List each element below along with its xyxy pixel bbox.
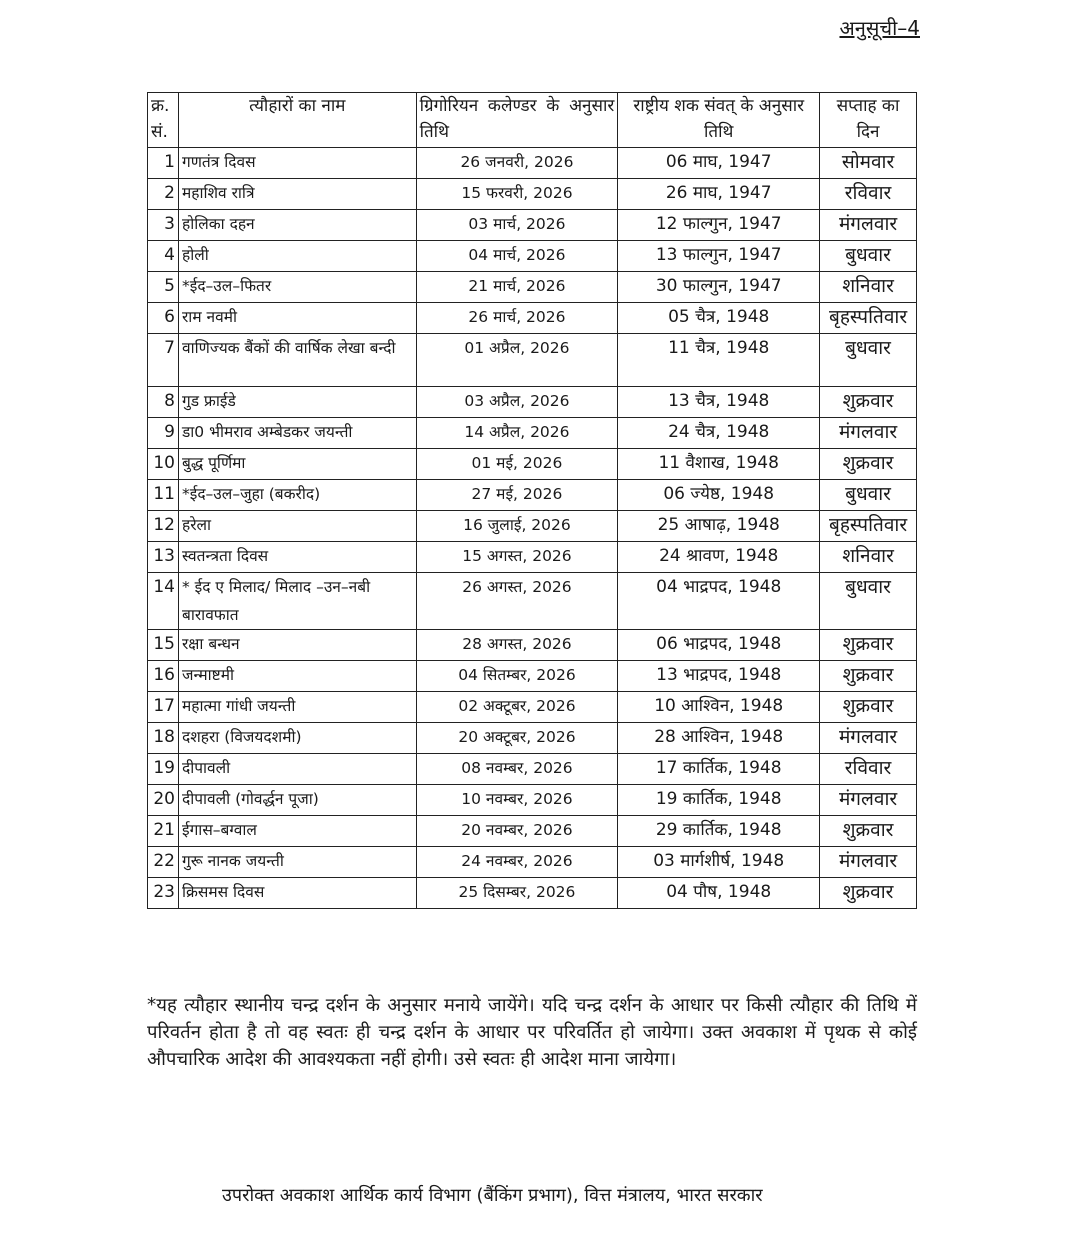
weekday-cell: शनिवार xyxy=(820,272,917,303)
table-row xyxy=(148,511,917,542)
schedule-label: अनुसूची–4 xyxy=(839,16,920,40)
weekday-cell: मंगलवार xyxy=(820,418,917,449)
saka-date-cell: 03 मार्गशीर्ष, 1948 xyxy=(618,847,820,878)
festival-name-cell: रक्षा बन्धन xyxy=(178,630,416,661)
table-row xyxy=(148,303,917,334)
saka-date-cell: 05 चैत्र, 1948 xyxy=(618,303,820,334)
serial-number-cell: 4 xyxy=(148,241,179,272)
gregorian-date-cell: 10 नवम्बर, 2026 xyxy=(416,785,618,816)
table-row xyxy=(148,210,917,241)
serial-number-cell: 13 xyxy=(148,542,179,573)
table-header-row xyxy=(148,93,917,148)
table-row xyxy=(148,878,917,909)
table-row xyxy=(148,692,917,723)
table-row xyxy=(148,148,917,179)
weekday-cell: शुक्रवार xyxy=(820,692,917,723)
serial-number-cell: 10 xyxy=(148,449,179,480)
festival-name-cell: दशहरा (विजयदशमी) xyxy=(178,723,416,754)
saka-date-cell: 11 वैशाख, 1948 xyxy=(618,449,820,480)
saka-date-cell: 13 फाल्गुन, 1947 xyxy=(618,241,820,272)
serial-number-cell: 9 xyxy=(148,418,179,449)
table-row xyxy=(148,241,917,272)
festival-name-cell: गणतंत्र दिवस xyxy=(178,148,416,179)
serial-number-cell: 11 xyxy=(148,480,179,511)
serial-number-cell: 3 xyxy=(148,210,179,241)
gregorian-date-cell: 24 नवम्बर, 2026 xyxy=(416,847,618,878)
festival-name-cell: ईगास–बग्वाल xyxy=(178,816,416,847)
weekday-cell: शुक्रवार xyxy=(820,630,917,661)
saka-date-cell: 10 आश्विन, 1948 xyxy=(618,692,820,723)
table-row xyxy=(148,179,917,210)
saka-date-cell: 29 कार्तिक, 1948 xyxy=(618,816,820,847)
festival-name-cell: हरेला xyxy=(178,511,416,542)
footnote: *यह त्यौहार स्थानीय चन्द्र दर्शन के अनुसार मनाये जायेंगे। यदि चन्द्र दर्शन के आधार पर किसी त्यौहार की तिथि में परिवर्तन होता है तो वह स्वतः ही चन्द्र दर्शन के आधार पर परिवर्तित हो जायेगा। उक्त अवकाश में पृथक से कोई औपचारिक आदेश की आवश्यकता नहीं होगी। उसे स्वतः ही आदेश माना जायेगा। xyxy=(147,995,917,1070)
serial-number-cell: 1 xyxy=(148,148,179,179)
source-footer: उपरोक्त अवकाश आर्थिक कार्य विभाग (बैंकिंग प्रभाग), वित्त मंत्रालय, भारत सरकार xyxy=(222,1185,763,1206)
serial-number-cell: 2 xyxy=(148,179,179,210)
serial-number-cell: 14 xyxy=(148,573,179,630)
weekday-cell: शुक्रवार xyxy=(820,661,917,692)
festival-name-cell: गुड फ्राईडे xyxy=(178,387,416,418)
table-row xyxy=(148,816,917,847)
festival-name-cell: स्वतन्त्रता दिवस xyxy=(178,542,416,573)
header-festival-name: त्यौहारों का नाम xyxy=(178,93,416,148)
gregorian-date-cell: 02 अक्टूबर, 2026 xyxy=(416,692,618,723)
gregorian-date-cell: 20 नवम्बर, 2026 xyxy=(416,816,618,847)
weekday-cell: शुक्रवार xyxy=(820,387,917,418)
saka-date-cell: 11 चैत्र, 1948 xyxy=(618,334,820,387)
serial-number-cell: 12 xyxy=(148,511,179,542)
table-row xyxy=(148,387,917,418)
table-row xyxy=(148,754,917,785)
saka-date-cell: 17 कार्तिक, 1948 xyxy=(618,754,820,785)
table-body xyxy=(148,148,917,909)
gregorian-date-cell: 14 अप्रैल, 2026 xyxy=(416,418,618,449)
table-row xyxy=(148,272,917,303)
weekday-cell: शुक्रवार xyxy=(820,449,917,480)
saka-date-cell: 24 श्रावण, 1948 xyxy=(618,542,820,573)
gregorian-date-cell: 25 दिसम्बर, 2026 xyxy=(416,878,618,909)
weekday-cell: बृहस्पतिवार xyxy=(820,303,917,334)
table-row xyxy=(148,847,917,878)
table-row xyxy=(148,480,917,511)
gregorian-date-cell: 03 अप्रैल, 2026 xyxy=(416,387,618,418)
festival-name-cell: होली xyxy=(178,241,416,272)
table-row xyxy=(148,661,917,692)
header-saka-date: राष्ट्रीय शक संवत् के अनुसार तिथि xyxy=(618,93,820,148)
festival-name-cell: गुरू नानक जयन्ती xyxy=(178,847,416,878)
gregorian-date-cell: 26 जनवरी, 2026 xyxy=(416,148,618,179)
weekday-cell: बृहस्पतिवार xyxy=(820,511,917,542)
gregorian-date-cell: 08 नवम्बर, 2026 xyxy=(416,754,618,785)
serial-number-cell: 22 xyxy=(148,847,179,878)
saka-date-cell: 25 आषाढ़, 1948 xyxy=(618,511,820,542)
holiday-table xyxy=(147,92,917,909)
festival-name-cell: क्रिसमस दिवस xyxy=(178,878,416,909)
serial-number-cell: 18 xyxy=(148,723,179,754)
weekday-cell: रविवार xyxy=(820,754,917,785)
table-row xyxy=(148,723,917,754)
weekday-cell: मंगलवार xyxy=(820,723,917,754)
festival-name-cell: डा0 भीमराव अम्बेडकर जयन्ती xyxy=(178,418,416,449)
serial-number-cell: 16 xyxy=(148,661,179,692)
saka-date-cell: 06 ज्येष्ठ, 1948 xyxy=(618,480,820,511)
serial-number-cell: 6 xyxy=(148,303,179,334)
header-serial-number: क्र. सं. xyxy=(148,93,179,148)
festival-name-cell: जन्माष्टमी xyxy=(178,661,416,692)
weekday-cell: सोमवार xyxy=(820,148,917,179)
weekday-cell: मंगलवार xyxy=(820,210,917,241)
saka-date-cell: 26 माघ, 1947 xyxy=(618,179,820,210)
gregorian-date-cell: 04 मार्च, 2026 xyxy=(416,241,618,272)
weekday-cell: शुक्रवार xyxy=(820,878,917,909)
saka-date-cell: 13 चैत्र, 1948 xyxy=(618,387,820,418)
weekday-cell: मंगलवार xyxy=(820,847,917,878)
weekday-cell: रविवार xyxy=(820,179,917,210)
gregorian-date-cell: 28 अगस्त, 2026 xyxy=(416,630,618,661)
table-row xyxy=(148,334,917,387)
gregorian-date-cell: 26 अगस्त, 2026 xyxy=(416,573,618,630)
festival-name-cell: दीपावली xyxy=(178,754,416,785)
header-gregorian-date: ग्रिगोरियन कलेण्डर के अनुसार तिथि xyxy=(416,93,618,148)
gregorian-date-cell: 03 मार्च, 2026 xyxy=(416,210,618,241)
festival-name-cell: वाणिज्यक बैंकों की वार्षिक लेखा बन्दी xyxy=(178,334,416,387)
festival-name-cell: राम नवमी xyxy=(178,303,416,334)
serial-number-cell: 8 xyxy=(148,387,179,418)
serial-number-cell: 7 xyxy=(148,334,179,387)
serial-number-cell: 20 xyxy=(148,785,179,816)
gregorian-date-cell: 01 अप्रैल, 2026 xyxy=(416,334,618,387)
weekday-cell: शुक्रवार xyxy=(820,816,917,847)
festival-name-cell: महात्मा गांधी जयन्ती xyxy=(178,692,416,723)
weekday-cell: बुधवार xyxy=(820,241,917,272)
saka-date-cell: 04 पौष, 1948 xyxy=(618,878,820,909)
serial-number-cell: 5 xyxy=(148,272,179,303)
festival-name-cell: *ईद–उल–फितर xyxy=(178,272,416,303)
table-row xyxy=(148,449,917,480)
serial-number-cell: 21 xyxy=(148,816,179,847)
table-row xyxy=(148,418,917,449)
saka-date-cell: 12 फाल्गुन, 1947 xyxy=(618,210,820,241)
gregorian-date-cell: 26 मार्च, 2026 xyxy=(416,303,618,334)
festival-name-cell: दीपावली (गोवर्द्धन पूजा) xyxy=(178,785,416,816)
weekday-cell: शनिवार xyxy=(820,542,917,573)
header-weekday: सप्ताह का दिन xyxy=(820,93,917,148)
saka-date-cell: 06 भाद्रपद, 1948 xyxy=(618,630,820,661)
table-row xyxy=(148,785,917,816)
table-row xyxy=(148,542,917,573)
gregorian-date-cell: 27 मई, 2026 xyxy=(416,480,618,511)
weekday-cell: मंगलवार xyxy=(820,785,917,816)
saka-date-cell: 13 भाद्रपद, 1948 xyxy=(618,661,820,692)
saka-date-cell: 28 आश्विन, 1948 xyxy=(618,723,820,754)
gregorian-date-cell: 15 अगस्त, 2026 xyxy=(416,542,618,573)
festival-name-cell: महाशिव रात्रि xyxy=(178,179,416,210)
gregorian-date-cell: 16 जुलाई, 2026 xyxy=(416,511,618,542)
gregorian-date-cell: 21 मार्च, 2026 xyxy=(416,272,618,303)
saka-date-cell: 06 माघ, 1947 xyxy=(618,148,820,179)
serial-number-cell: 19 xyxy=(148,754,179,785)
saka-date-cell: 19 कार्तिक, 1948 xyxy=(618,785,820,816)
festival-name-cell: होलिका दहन xyxy=(178,210,416,241)
festival-name-cell: बुद्ध पूर्णिमा xyxy=(178,449,416,480)
saka-date-cell: 04 भाद्रपद, 1948 xyxy=(618,573,820,630)
gregorian-date-cell: 20 अक्टूबर, 2026 xyxy=(416,723,618,754)
saka-date-cell: 30 फाल्गुन, 1947 xyxy=(618,272,820,303)
serial-number-cell: 23 xyxy=(148,878,179,909)
weekday-cell: बुधवार xyxy=(820,334,917,387)
weekday-cell: बुधवार xyxy=(820,573,917,630)
table-row xyxy=(148,573,917,630)
festival-name-cell: * ईद ए मिलाद/ मिलाद –उन–नबी बारावफात xyxy=(178,573,416,630)
gregorian-date-cell: 04 सितम्बर, 2026 xyxy=(416,661,618,692)
serial-number-cell: 17 xyxy=(148,692,179,723)
table-row xyxy=(148,630,917,661)
weekday-cell: बुधवार xyxy=(820,480,917,511)
saka-date-cell: 24 चैत्र, 1948 xyxy=(618,418,820,449)
gregorian-date-cell: 15 फरवरी, 2026 xyxy=(416,179,618,210)
gregorian-date-cell: 01 मई, 2026 xyxy=(416,449,618,480)
serial-number-cell: 15 xyxy=(148,630,179,661)
festival-name-cell: *ईद–उल–जुहा (बकरीद) xyxy=(178,480,416,511)
